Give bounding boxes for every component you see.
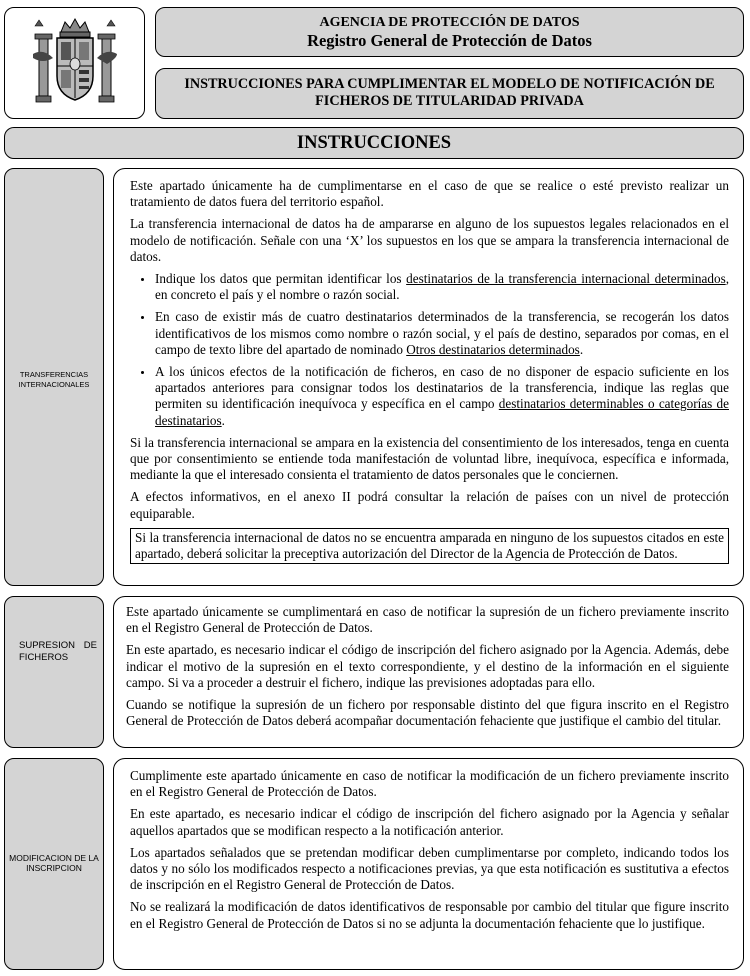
paragraph: En este apartado, es necesario indicar el código de inscripción del fichero asignado por la Agencia. Además, debe indicar el motivo de la supresión en el texto correspondiente, y el destino de la información en el siguiente campo. Si va a proceder a destruir el fichero, indique las previsiones adoptadas para ello. [126, 642, 729, 690]
list-item: • A los únicos efectos de la notificación de ficheros, en caso de no disponer de espacio suficiente en los apartados anteriores para consignar todos los destinatarios de la transferencia, indique las reglas que permiten su identificación inequívoca y específica en el campo destinatarios determinables o categorías de destinatarios. [154, 364, 729, 429]
list-item: • Indique los datos que permitan identificar los destinatarios de la transferencia internacional determinados, en concreto el país y el nombre o razón social. [154, 271, 729, 303]
paragraph: La transferencia internacional de datos ha de ampararse en alguno de los supuestos legales relacionados en el modelo de notificación. Señale con una ‘X’ los supuestos en los que se ampara la transferencia internacional de datos. [130, 216, 729, 264]
paragraph: Cumplimente este apartado únicamente en caso de notificar la modificación de un fichero previamente inscrito en el Registro General de Protección de Datos. [130, 768, 729, 800]
agency-header [155, 7, 744, 57]
agency-name: AGENCIA DE PROTECCIÓN DE DATOS [319, 15, 580, 30]
bullet-list [130, 271, 729, 429]
field-reference: destinatarios determinables o categorías de destinatarios [155, 396, 729, 428]
paragraph: En este apartado, es necesario indicar el código de inscripción del fichero asignado por la Agencia y señalar aquellos apartados que se modifican respecto a la notificación anterior. [130, 806, 729, 838]
instructions-title: INSTRUCCIONES PARA CUMPLIMENTAR EL MODELO DE NOTIFICACIÓN DE FICHEROS DE TITULARIDAD PRIVADA [155, 68, 744, 119]
field-reference: destinatarios de la transferencia internacional determinados [406, 271, 726, 287]
coat-of-arms-icon [25, 14, 125, 114]
paragraph: Los apartados señalados que se pretendan modificar deben cumplimentarse por completo, indicando todos los datos y no sólo los modificados respecto a notificaciones previas, ya que esta notificación es sustitutiva a efectos de inscripción en el Registro General de Protección de Datos. [130, 844, 729, 893]
paragraph: Si la transferencia internacional se ampara en la existencia del consentimiento de los interesados, tenga en cuenta que por consentimiento se entiende toda manifestación de voluntad libre, inequívoca, específica e informada, mediante la que el interesado consienta el tratamiento de datos personales que le conciernen. [130, 434, 729, 483]
paragraph: No se realizará la modificación de datos identificativos de responsable por cambio del titular que figure inscrito en el Registro General de Protección de Datos si no se adjunta la documentación fehaciente que lo justifique. [130, 899, 729, 931]
section-title: INSTRUCCIONES [4, 127, 744, 159]
label-modificacion-text: MODIFICACION DE LA INSCRIPCION [9, 853, 99, 873]
field-reference: Otros destinatarios determinados [406, 341, 580, 357]
paragraph: Cuando se notifique la supresión de un fichero por responsable distinto del que figura inscrito en el Registro General de Protección de Datos deberá acompañar documentación fehaciente que justifique el cambio del titular. [126, 697, 729, 729]
label-supresion-text: SUPRESION DE FICHEROS [19, 640, 97, 663]
paragraph: A efectos informativos, en el anexo II podrá consultar la relación de países con un nivel de protección equiparable. [130, 489, 729, 521]
authorization-note: Si la transferencia internacional de datos no se encuentra amparada en ninguno de los supuestos citados en este apartado, deberá solicitar la preceptiva autorización del Director de la Agencia de Protección de Datos. [130, 528, 729, 564]
label-supresion [4, 596, 104, 748]
label-transferencias-text: TRANSFERENCIAS INTERNACIONALES [18, 370, 90, 389]
registry-name: Registro General de Protección de Datos [307, 31, 592, 50]
list-item: • En caso de existir más de cuatro destinatarios determinados de la transferencia, se recogerán los datos identificativos de los mismos como nombre o razón social, y el país de destino, separados por comas, en el campo de texto libre del apartado de nominado Otros destinatarios determinados. [154, 309, 729, 358]
coat-of-arms-logo [4, 7, 145, 119]
label-modificacion [4, 758, 104, 970]
paragraph: Este apartado únicamente se cumplimentará en caso de notificar la supresión de un fichero previamente inscrito en el Registro General de Protección de Datos. [126, 604, 729, 636]
content-supresion [113, 596, 744, 748]
content-transferencias [113, 168, 744, 586]
content-modificacion [113, 758, 744, 970]
label-transferencias [4, 168, 104, 586]
paragraph: Este apartado únicamente ha de cumplimentarse en el caso de que se realice o esté previsto realizar un tratamiento de datos fuera del territorio español. [130, 178, 729, 210]
